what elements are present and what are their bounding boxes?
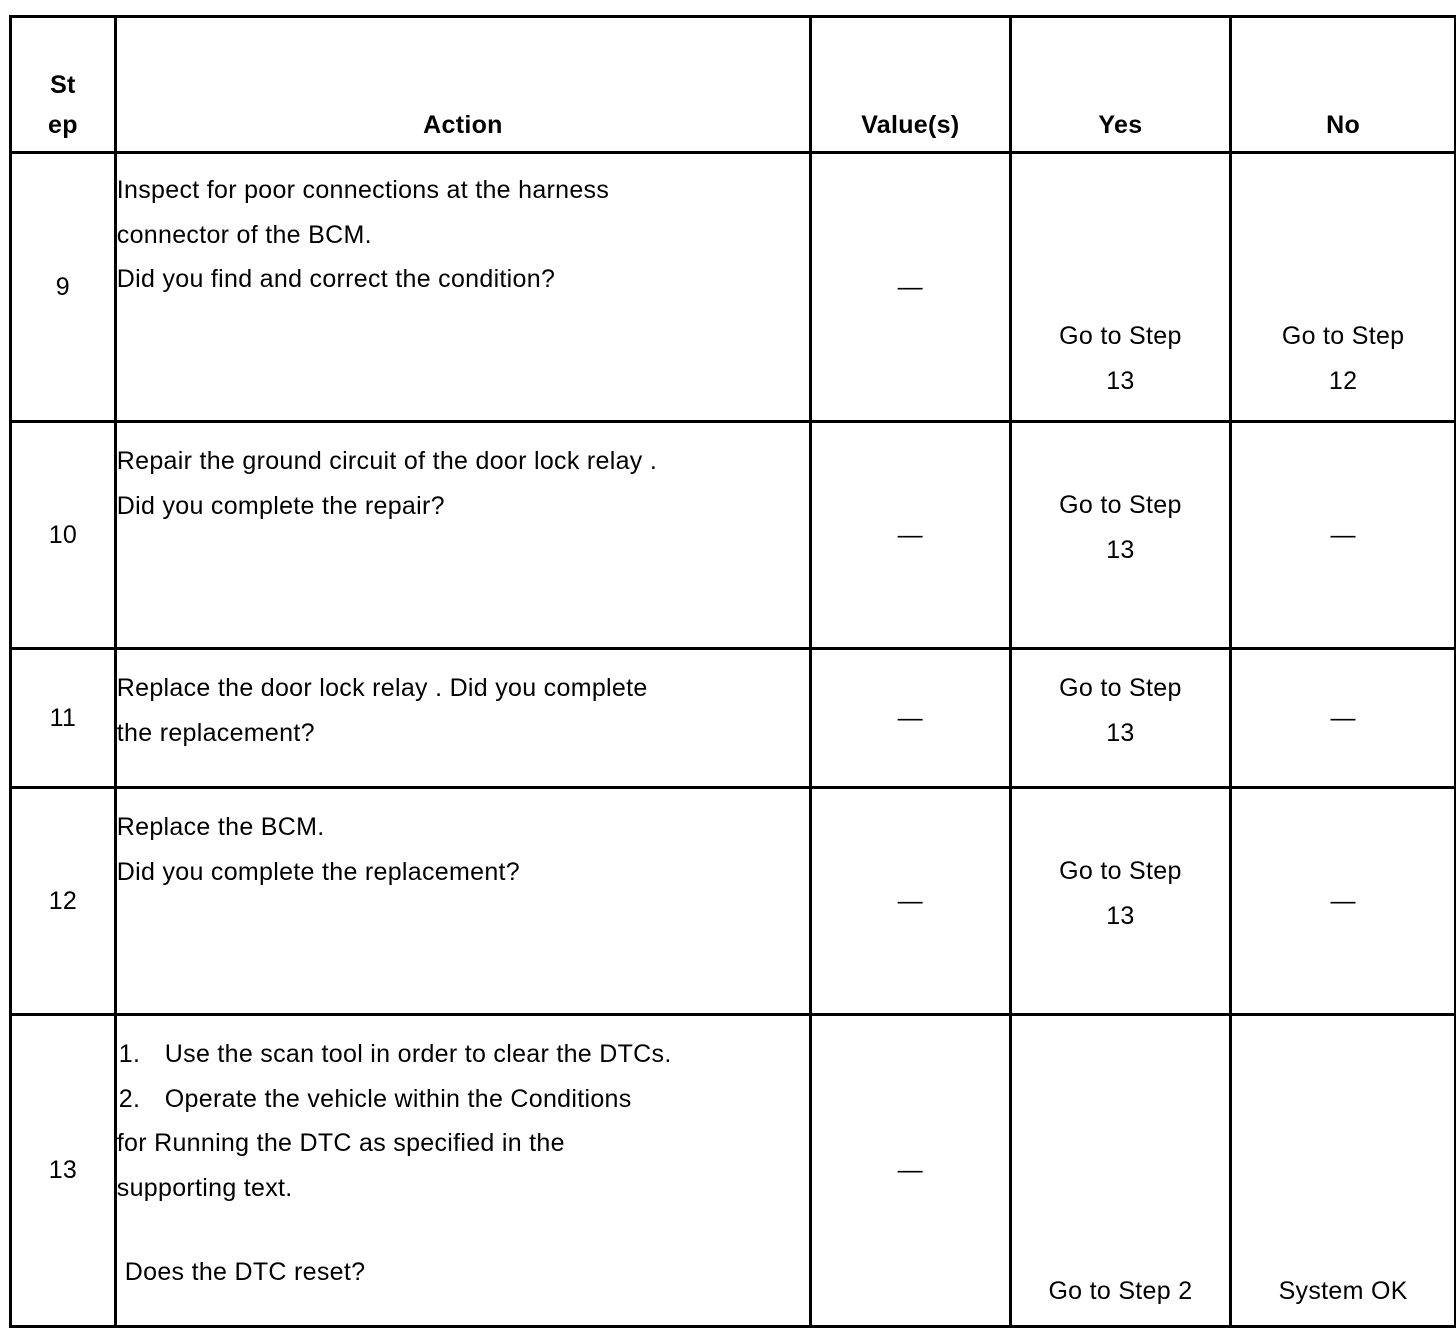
list-number: 1.: [118, 1040, 141, 1068]
header-yes: Yes: [1010, 17, 1231, 153]
header-row: [11, 17, 1456, 153]
step-number: 13: [11, 1015, 116, 1327]
action-cell: [115, 153, 810, 422]
list-number: 2.: [118, 1084, 141, 1113]
table-row: [11, 649, 1456, 788]
yes-link: Go to Step: [1059, 674, 1182, 702]
action-text: connector of the BCM.: [116, 220, 372, 249]
no-cell: [1231, 153, 1456, 422]
action-list-item: [117, 1032, 809, 1077]
yes-cell: Go to Step 2: [1010, 1015, 1231, 1327]
header-action: Action: [115, 17, 810, 153]
table-row: [11, 422, 1456, 649]
value-cell: —: [811, 788, 1011, 1015]
no-cell: System OK: [1231, 1015, 1456, 1327]
action-text: supporting text.: [116, 1173, 293, 1202]
action-question: Did you complete the repair?: [116, 491, 445, 520]
action-question: Did you complete the replacement?: [116, 857, 520, 886]
yes-link: Go to Step: [1059, 322, 1182, 350]
list-text: Operate the vehicle within the Conditions: [164, 1084, 632, 1113]
yes-cell: [1010, 649, 1231, 788]
action-question: Does the DTC reset?: [124, 1258, 366, 1286]
no-cell: —: [1231, 788, 1456, 1015]
no-cell: —: [1231, 422, 1456, 649]
action-text: Repair the ground circuit of the door lock relay .: [116, 447, 658, 475]
action-text: Replace the door lock relay . Did you complete: [116, 674, 648, 702]
yes-step: 13: [1106, 718, 1135, 747]
step-number: 12: [11, 788, 116, 1015]
value-cell: —: [811, 1015, 1011, 1327]
yes-cell: [1010, 153, 1231, 422]
table-row: [11, 1015, 1456, 1327]
action-text: Replace the BCM.: [116, 813, 325, 841]
no-cell: —: [1231, 649, 1456, 788]
action-list-item: [117, 1077, 809, 1122]
action-text: Inspect for poor connections at the harness: [116, 176, 610, 204]
action-cell: [115, 422, 810, 649]
value-cell: —: [811, 649, 1011, 788]
action-question: the replacement?: [116, 718, 315, 747]
yes-cell: [1010, 788, 1231, 1015]
list-text: Use the scan tool in order to clear the DTCs.: [164, 1040, 672, 1068]
step-number: 10: [11, 422, 116, 649]
yes-link: Go to Step: [1059, 857, 1182, 885]
step-number: 9: [11, 153, 116, 422]
table-row: [11, 153, 1456, 422]
yes-step: 13: [1106, 366, 1135, 395]
action-cell: [115, 649, 810, 788]
header-no: No: [1231, 17, 1456, 153]
header-values: Value(s): [811, 17, 1011, 153]
table-row: [11, 788, 1456, 1015]
no-link: Go to Step: [1281, 322, 1405, 350]
action-cell: [115, 1015, 810, 1327]
diagnostic-table: [9, 15, 1456, 1328]
yes-cell: [1010, 422, 1231, 649]
action-question: Did you find and correct the condition?: [116, 265, 556, 293]
step-number: 11: [11, 649, 116, 788]
yes-step: 13: [1106, 535, 1135, 564]
yes-link: Go to Step: [1059, 491, 1182, 519]
yes-step: 13: [1106, 901, 1135, 930]
no-step: 12: [1328, 366, 1358, 395]
header-step: St ep: [11, 17, 116, 153]
action-text: for Running the DTC as specified in the: [116, 1129, 565, 1157]
value-cell: —: [811, 153, 1011, 422]
action-cell: [115, 788, 810, 1015]
value-cell: —: [811, 422, 1011, 649]
